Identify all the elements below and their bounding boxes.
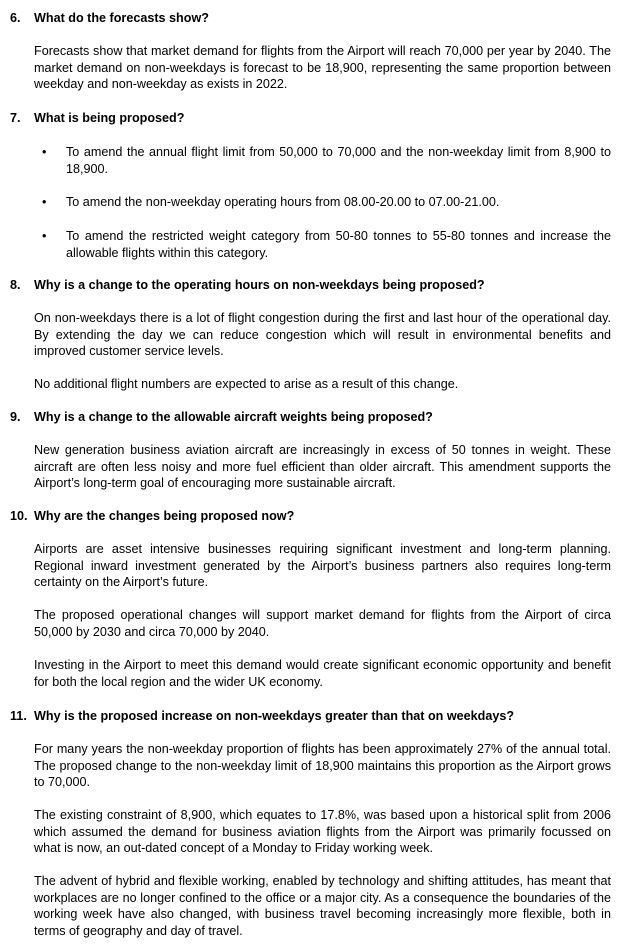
paragraph: New generation business aviation aircraft are increasingly in excess of 50 tonnes in weight. These aircraft are often less noisy and more fuel efficient than older aircraft. This amendment supports the Airport’s long-term goal of encouraging more sustainable aircraft. bbox=[34, 443, 611, 491]
bullet-text: To amend the annual flight limit from 50,000 to 70,000 and the non-weekday limit from 8,900 to 18,900. bbox=[66, 145, 611, 176]
section-title: Why is the proposed increase on non-weekdays greater than that on weekdays? bbox=[34, 709, 515, 723]
paragraph: No additional flight numbers are expected to arise as a result of this change. bbox=[34, 377, 459, 391]
section-title: Why is a change to the allowable aircraft weights being proposed? bbox=[34, 410, 433, 424]
section-number: 6. bbox=[10, 11, 21, 25]
bullet-icon: • bbox=[42, 229, 47, 243]
paragraph: Airports are asset intensive businesses requiring significant investment and long-term planning. Regional inward investment generated by the Airport’s business partners also requires long-term certainty on the Airport’s future. bbox=[34, 542, 611, 590]
section-number: 8. bbox=[10, 278, 21, 292]
paragraph: The existing constraint of 8,900, which equates to 17.8%, was based upon a historical split from 2006 which assumed the demand for business aviation flights from the Airport was primarily focussed on what is now, an out-dated concept of a Monday to Friday working week. bbox=[34, 808, 611, 856]
section-number: 11. bbox=[10, 709, 27, 723]
paragraph: The proposed operational changes will support market demand for flights from the Airport of circa 50,000 by 2030 and circa 70,000 by 2040. bbox=[34, 608, 611, 639]
section-number: 10. bbox=[10, 509, 28, 523]
section-title: What do the forecasts show? bbox=[34, 11, 209, 25]
bullet-icon: • bbox=[42, 145, 47, 159]
paragraph: For many years the non-weekday proportion of flights has been approximately 27% of the annual total. The proposed change to the non-weekday limit of 18,900 maintains this proportion as the Airport grows to 70,000. bbox=[34, 742, 611, 790]
paragraph: The advent of hybrid and flexible working, enabled by technology and shifting attitudes, has meant that workplaces are no longer confined to the office or a major city. As a consequence the boundaries of the working week have also changed, with business travel becoming increasingly more flexible, both in terms of geography and day of travel. bbox=[34, 874, 611, 938]
bullet-text: To amend the restricted weight category from 50-80 tonnes to 55-80 tonnes and increase the allowable flights within this category. bbox=[66, 229, 611, 260]
section-number: 9. bbox=[10, 410, 21, 424]
paragraph: On non-weekdays there is a lot of flight congestion during the first and last hour of the operational day. By extending the day we can reduce congestion which will result in environmental benefits and improved customer service levels. bbox=[34, 311, 611, 359]
paragraph: Forecasts show that market demand for flights from the Airport will reach 70,000 per year by 2040. The market demand on non-weekdays is forecast to be 18,900, representing the same proportion between weekday and non-weekday as exists in 2022. bbox=[34, 44, 611, 92]
section-title: Why are the changes being proposed now? bbox=[34, 509, 295, 523]
bullet-icon: • bbox=[42, 195, 47, 209]
section-number: 7. bbox=[10, 111, 21, 125]
bullet-text: To amend the non-weekday operating hours from 08.00-20.00 to 07.00-21.00. bbox=[66, 195, 500, 209]
paragraph: Investing in the Airport to meet this demand would create significant economic opportunity and benefit for both the local region and the wider UK economy. bbox=[34, 658, 611, 689]
section-title: Why is a change to the operating hours on non-weekdays being proposed? bbox=[34, 278, 485, 292]
section-title: What is being proposed? bbox=[34, 111, 185, 125]
